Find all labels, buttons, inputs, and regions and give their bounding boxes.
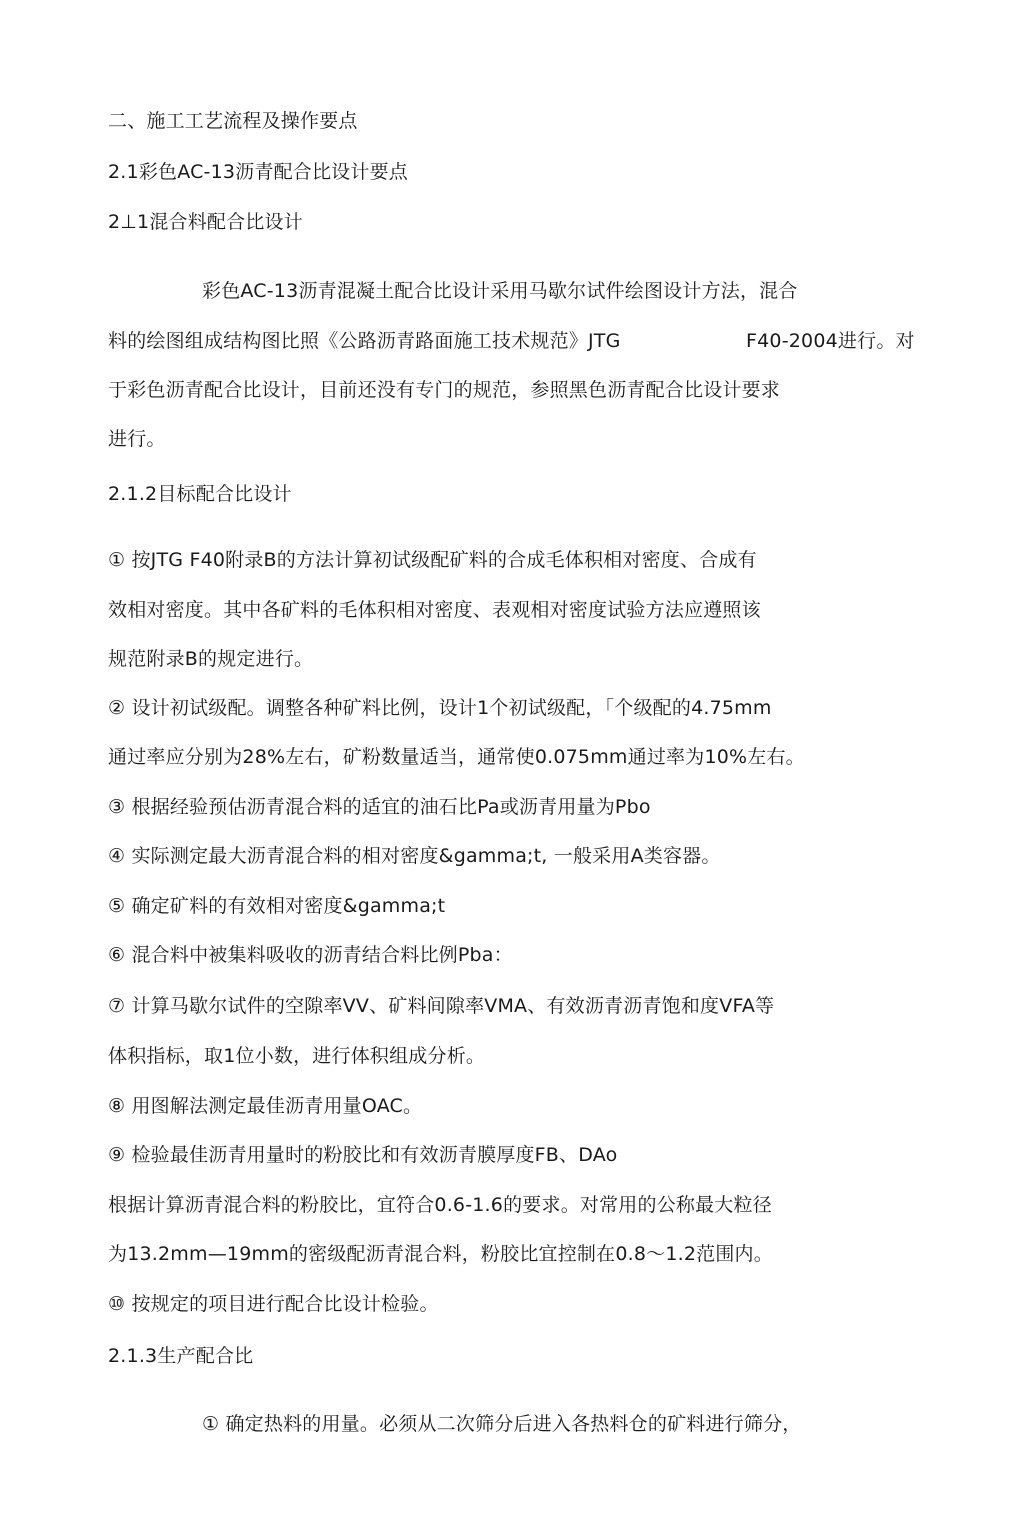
item-1-line-2: 效相对密度。其中各矿料的毛体积相对密度、表观相对密度试验方法应遵照该 [108,599,761,621]
item-7-line-1: ⑦ 计算马歇尔试件的空隙率VV、矿料间隙率VMA、有效沥青沥青饱和度VFA等 [108,995,775,1017]
item-2-line-2: 通过率应分别为28%左右，矿粉数量适当，通常使0.075mm通过率为10%左右。 [108,746,805,768]
subsection-2-1-2-title: 2.1.2目标配合比设计 [108,483,292,505]
item-9: ⑨ 检验最佳沥青用量时的粉胶比和有效沥青膜厚度FB、DAo [108,1144,618,1166]
item-2-line-1: ② 设计初试级配。调整各种矿料比例，设计1个初试级配，「个级配的4.75mm [108,697,772,719]
item-4: ④ 实际测定最大沥青混合料的相对密度&gamma;t, 一般采用A类容器。 [108,845,721,867]
item-9-line-3: 为13.2mm—19mm的密级配沥青混合料，粉胶比宜控制在0.8～1.2范围内。 [108,1243,773,1265]
paragraph-1-line-1: 彩色AC-13沥青混凝土配合比设计采用马歇尔试件绘图设计方法，混合 [202,280,798,302]
paragraph-1-line-3: 于彩色沥青配合比设计，目前还没有专门的规范，参照黑色沥青配合比设计要求 [108,379,781,401]
subsection-2-1-title: 2.1彩色AC-13沥青配合比设计要点 [108,161,408,183]
subsection-2-1-1-title: 2⊥1混合料配合比设计 [108,211,303,233]
item-1-line-3: 规范附录B的规定进行。 [108,648,314,670]
subsection-2-1-3-title: 2.1.3生产配合比 [108,1345,254,1367]
item-9-line-2: 根据计算沥青混合料的粉胶比，宜符合0.6-1.6的要求。对常用的公称最大粒径 [108,1194,772,1216]
production-item-1-line-1: ① 确定热料的用量。必须从二次筛分后进入各热料仓的矿料进行筛分， [202,1413,802,1435]
item-10: ⑩ 按规定的项目进行配合比设计检验。 [108,1293,439,1315]
paragraph-1-line-4: 进行。 [108,428,166,450]
section-title: 二、施工工艺流程及操作要点 [108,110,358,132]
item-1-line-1: ① 按JTG F40附录B的方法计算初试级配矿料的合成毛体积相对密度、合成有 [108,549,757,571]
paragraph-1-line-2b: F40-2004进行。对 [746,330,915,352]
item-5: ⑤ 确定矿料的有效相对密度&gamma;t [108,895,446,917]
item-3: ③ 根据经验预估沥青混合料的适宜的油石比Pa或沥青用量为Pbo [108,796,651,818]
item-6: ⑥ 混合料中被集料吸收的沥青结合料比例Pba： [108,944,513,966]
paragraph-1-line-2a: 料的绘图组成结构图比照《公路沥青路面施工技术规范》JTG [108,330,621,352]
item-7-line-2: 体积指标，取1位小数，进行体积组成分析。 [108,1045,486,1067]
item-8: ⑧ 用图解法测定最佳沥青用量OAC。 [108,1095,423,1117]
